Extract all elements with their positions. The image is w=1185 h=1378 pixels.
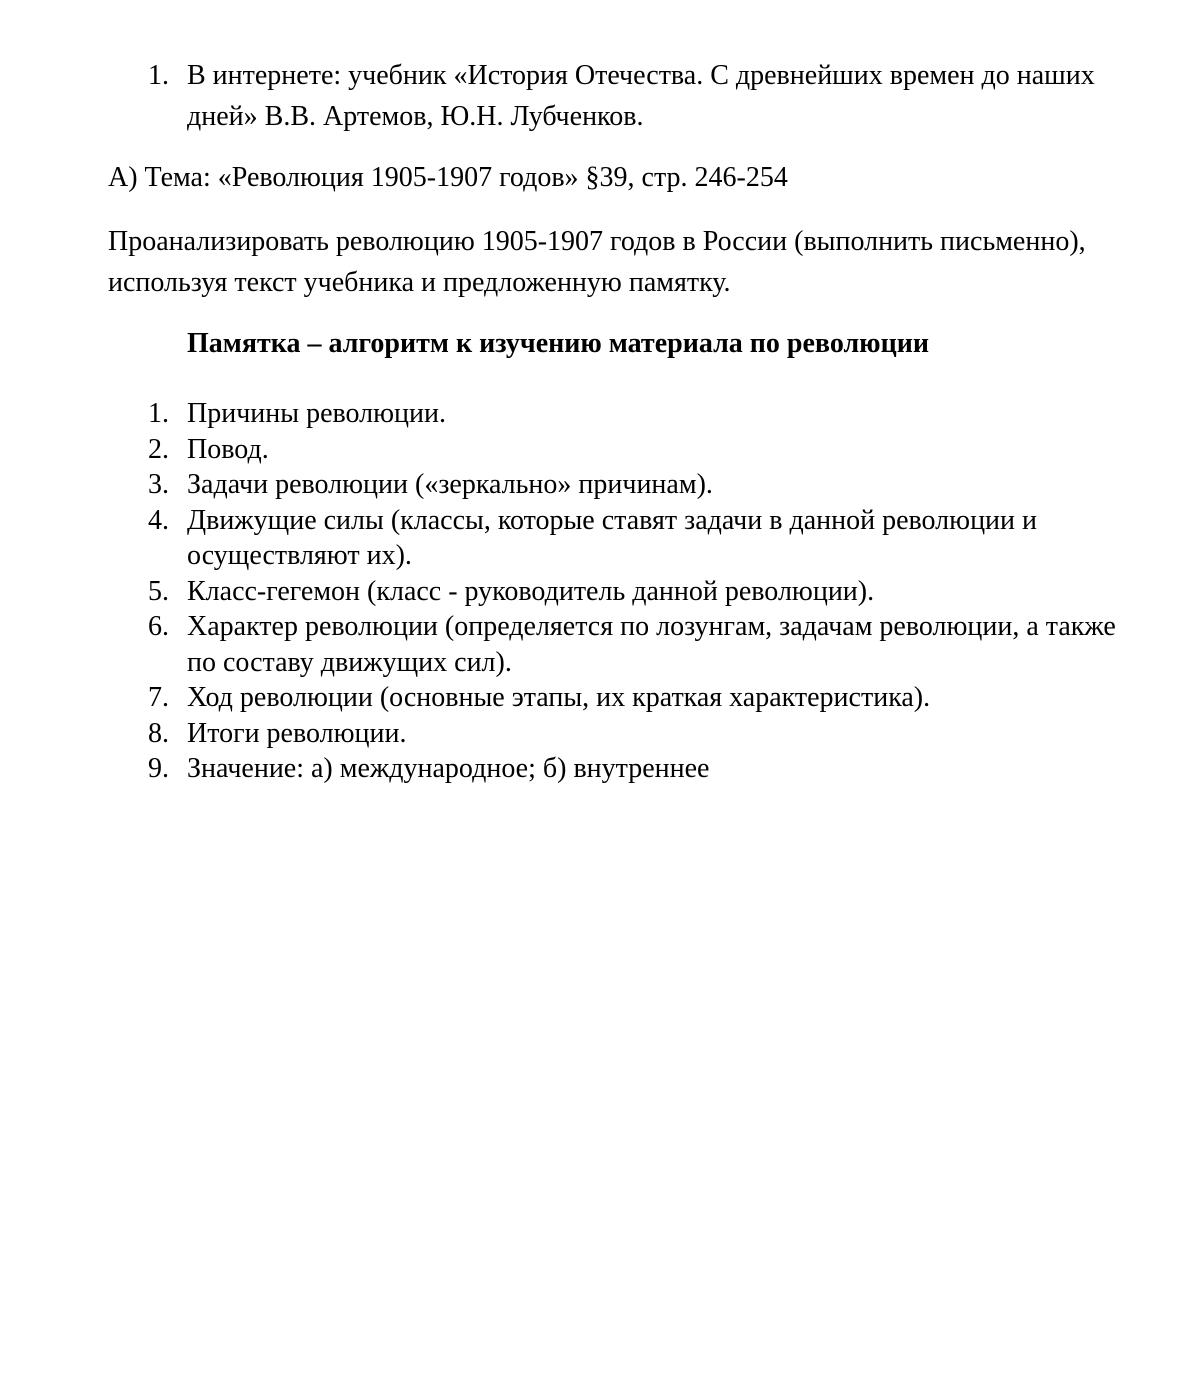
memo-list (0, 396, 1137, 787)
list-item-number: 9. (148, 753, 169, 784)
list-item-number: 8. (148, 717, 169, 749)
list-item-text: Значение: а) международное; б) внутреннее (187, 753, 710, 784)
list-item-text: Задачи революции («зеркально» причинам). (187, 469, 713, 500)
list-item-text: Повод. (187, 433, 269, 465)
sources-list (0, 55, 1147, 137)
list-item-number: 5. (148, 575, 169, 607)
list-item-number: 6. (148, 611, 169, 642)
list-item-text: В интернете: учебник «История Отечества. С древнейших времен до наших дней» В.В. Артемов, Ю.Н. Лубченков. (187, 60, 1095, 132)
list-item (0, 467, 1137, 503)
list-item-number: 2. (148, 433, 169, 465)
list-item-text: Причины революции. (187, 398, 446, 429)
list-item-number: 3. (148, 469, 169, 500)
list-item-text: Итоги революции. (187, 717, 407, 749)
list-item-number: 4. (148, 504, 169, 536)
list-item (0, 574, 1137, 610)
list-item (0, 396, 1137, 432)
topic-line: А) Тема: «Революция 1905-1907 годов» §39, стр. 246-254 (108, 162, 788, 193)
memo-heading: Памятка – алгоритм к изучению материала по революции (187, 328, 929, 359)
list-item-text: Класс-гегемон (класс - руководитель данной революции). (187, 575, 875, 607)
list-item (0, 751, 1137, 787)
list-item-text: Характер революции (определяется по лозунгам, задачам революции, а также по составу движущих сил). (187, 611, 1116, 678)
list-item (0, 503, 1137, 574)
list-item-number: 7. (148, 682, 169, 713)
list-item-number: 1. (148, 60, 169, 91)
list-item (0, 609, 1137, 680)
list-item (0, 680, 1137, 716)
list-item-text: Ход революции (основные этапы, их краткая характеристика). (187, 682, 931, 713)
list-item (0, 55, 1147, 137)
list-item (0, 716, 1137, 752)
task-paragraph: Проанализировать революцию 1905-1907 годов в России (выполнить письменно), используя текст учебника и предложенную памятку. (108, 226, 1086, 298)
list-item (0, 432, 1137, 468)
list-item-number: 1. (148, 398, 169, 429)
list-item-text: Движущие силы (классы, которые ставят задачи в данной революции и осуществляют их). (187, 504, 1038, 571)
